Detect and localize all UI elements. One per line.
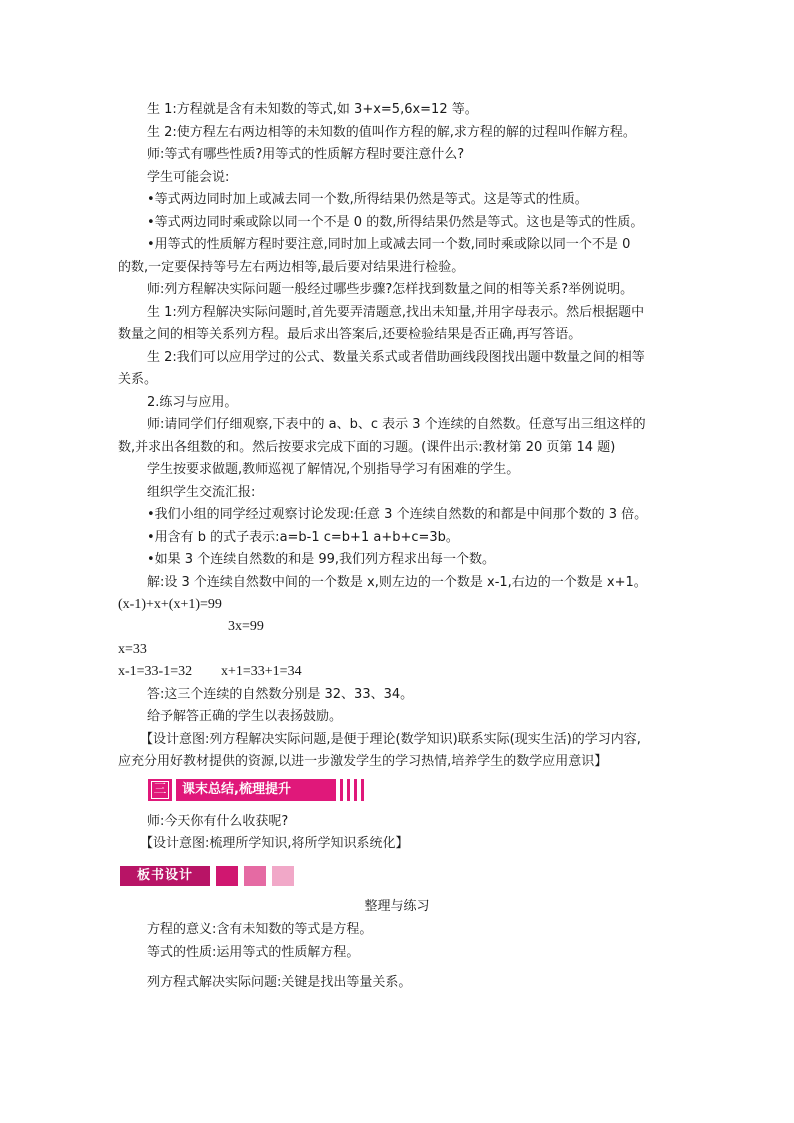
section-title: 课末总结,梳理提升 <box>176 779 336 801</box>
text-line: •我们小组的同学经过观察讨论发现:任意 3 个连续自然数的和都是中间那个数的 3 倍。 <box>147 507 648 522</box>
text-line: •等式两边同时加上或减去同一个数,所得结果仍然是等式。这是等式的性质。 <box>147 192 588 207</box>
equation-line: x-1=33-1=32 <box>118 664 193 679</box>
text-line: •用含有 b 的式子表示:a=b-1 c=b+1 a+b+c=3b。 <box>147 530 459 545</box>
board-line: 等式的性质:运用等式的性质解方程。 <box>147 945 360 960</box>
board-design-tag: 板书设计 <box>120 866 210 886</box>
text-line: •用等式的性质解方程时要注意,同时加上或减去同一个数,同时乘或除以同一个不是 0 <box>147 237 631 252</box>
equation-line: x+1=33+1=34 <box>221 664 302 679</box>
stripe-decoration <box>347 779 350 801</box>
text-line: 师:列方程解决实际问题一般经过哪些步骤?怎样找到数量之间的相等关系?举例说明。 <box>147 282 634 297</box>
equation-line: (x-1)+x+(x+1)=99 <box>118 597 222 612</box>
text-line: 师:等式有哪些性质?用等式的性质解方程时要注意什么? <box>147 147 465 162</box>
section-number: 三 <box>148 779 172 801</box>
stripe-decoration <box>354 779 357 801</box>
board-line: 列方程式解决实际问题:关键是找出等量关系。 <box>147 975 412 990</box>
design-note: 【设计意图:梳理所学知识,将所学知识系统化】 <box>140 836 409 851</box>
text-line: 师:今天你有什么收获呢? <box>147 814 289 829</box>
text-line: 2.练习与应用。 <box>147 395 238 410</box>
stripe-decoration <box>361 779 364 801</box>
text-line: •如果 3 个连续自然数的和是 99,我们列方程求出每一个数。 <box>147 552 496 567</box>
text-line: 关系。 <box>118 372 158 387</box>
text-line: 生 2:使方程左右两边相等的未知数的值叫作方程的解,求方程的解的过程叫作解方程。 <box>147 125 636 140</box>
text-line: 组织学生交流汇报: <box>147 485 256 500</box>
text-line: 学生可能会说: <box>147 170 230 185</box>
section-header <box>148 779 364 801</box>
board-line: 方程的意义:含有未知数的等式是方程。 <box>147 922 373 937</box>
square-decoration <box>216 866 238 886</box>
text-line: 解:设 3 个连续自然数中间的一个数是 x,则左边的一个数是 x-1,右边的一个数是 x+1。 <box>147 575 647 590</box>
text-line: 的数,一定要保持等号左右两边相等,最后要对结果进行检验。 <box>118 260 465 275</box>
square-decoration <box>244 866 266 886</box>
equation-line: x=33 <box>118 642 147 657</box>
text-line: 师:请同学们仔细观察,下表中的 a、b、c 表示 3 个连续的自然数。任意写出三组这样的 <box>147 417 646 432</box>
text-line: 生 1:列方程解决实际问题时,首先要弄清题意,找出未知量,并用字母表示。然后根据题中 <box>147 305 645 320</box>
text-line: •等式两边同时乘或除以同一个不是 0 的数,所得结果仍然是等式。这也是等式的性质。 <box>147 215 644 230</box>
text-line: 学生按要求做题,教师巡视了解情况,个别指导学习有困难的学生。 <box>147 462 520 477</box>
text-line: 数量之间的相等关系列方程。最后求出答案后,还要检验结果是否正确,再写答语。 <box>118 327 582 342</box>
stripe-decoration <box>340 779 343 801</box>
design-note: 【设计意图:列方程解决实际问题,是便于理论(数学知识)联系实际(现实生活)的学习内容, <box>140 732 641 747</box>
text-line: 给予解答正确的学生以表扬鼓励。 <box>147 709 343 724</box>
text-line: 生 2:我们可以应用学过的公式、数量关系式或者借助画线段图找出题中数量之间的相等 <box>147 350 645 365</box>
board-title: 整理与练习 <box>364 899 430 914</box>
text-line: 答:这三个连续的自然数分别是 32、33、34。 <box>147 687 414 702</box>
text-line: 生 1:方程就是含有未知数的等式,如 3+x=5,6x=12 等。 <box>147 102 478 117</box>
text-line: 数,并求出各组数的和。然后按要求完成下面的习题。(课件出示:教材第 20 页第 14 题) <box>118 440 616 455</box>
square-decoration <box>272 866 294 886</box>
design-note: 应充分用好教材提供的资源,以进一步激发学生的学习热情,培养学生的数学应用意识】 <box>118 754 608 769</box>
equation-line: 3x=99 <box>228 619 264 634</box>
